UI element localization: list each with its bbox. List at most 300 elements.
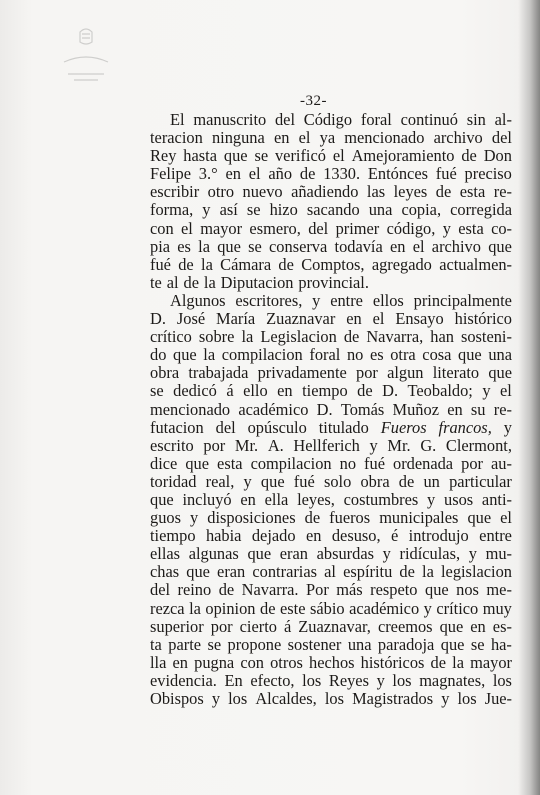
word: ella [264,489,289,509]
word: se [470,634,485,654]
word: con [240,652,264,672]
word: que [260,471,285,491]
word: los [324,689,344,708]
word: en [346,309,362,329]
word: el [500,381,512,401]
word: Reyes [328,670,369,690]
text-line [150,473,512,491]
word: sacando [306,200,360,220]
word: otra [390,345,416,365]
word: Zuaznavar, [298,616,371,636]
word: del [274,110,296,129]
word: dejado [251,526,296,546]
word: de [357,381,373,401]
word: absurdas [316,544,374,564]
text-line [150,581,512,599]
word: disposiciones [207,508,296,528]
word: En [224,670,243,690]
word: fué [435,164,457,184]
text-line [150,527,512,545]
word: otros [270,652,303,672]
word: Jue- [484,689,512,708]
word: Tomás [340,399,385,419]
word: hechos [309,652,355,672]
word: pia [150,236,171,256]
word: así [219,200,238,220]
word: municipales [379,508,459,528]
word: añadiendo [291,182,359,202]
word: evidencia. [150,670,217,690]
word: Muñoz [392,399,439,419]
text-line [150,636,512,654]
library-stamp-icon [56,22,116,92]
word: D. [382,381,399,401]
word: de [260,598,276,618]
word: foral [309,345,341,365]
word: código, [386,218,436,238]
word: creemos [377,616,433,636]
word: escritores, [235,290,303,310]
word: se [207,634,222,654]
word: trabajada [188,363,249,383]
word: del [308,218,329,238]
word: superior [150,616,204,636]
word: Legislacion [260,327,337,347]
word: que [185,453,210,473]
text-line [150,654,512,672]
word: contrarias [252,562,318,582]
word: fué [364,453,385,473]
word: los [492,670,512,690]
word: el [372,309,385,329]
word: y [503,417,512,437]
word: crítico [436,598,479,618]
word: es- [492,616,512,636]
word: ellas [150,544,181,564]
word: al [324,562,336,582]
word: el [298,128,311,148]
word: Clermont, [445,435,512,455]
word: D. [150,309,166,329]
word: que [488,236,512,256]
word: me- [486,580,512,600]
word: esta [459,182,486,202]
word: ya [319,128,336,148]
text-line [150,455,512,473]
text-line [150,690,512,708]
word: de [430,652,447,672]
word: de [343,327,360,347]
word: reino [177,580,212,600]
word: Entónces [367,164,428,184]
word: foral [360,110,392,129]
word: de [461,146,477,166]
text-line [150,220,512,238]
word: por [203,435,226,455]
word: co- [491,218,512,238]
word: toridad [150,471,197,491]
word: ninguna [211,128,265,148]
word: leyes [393,182,428,202]
word: futacion [150,417,204,437]
word: forma, [150,200,194,220]
word: se [150,381,164,401]
word: Magistrados [352,689,434,708]
word: Navarra, [366,327,424,347]
word: pugna [194,652,235,672]
word: algunas [188,544,239,564]
word: ha- [490,634,512,654]
word: re- [493,399,512,419]
word: Ensayo [395,309,444,329]
word: fueros [329,508,371,528]
word: en [305,526,322,546]
word: académico [349,598,420,618]
word: copia, [401,200,442,220]
word: histórico [454,309,512,329]
word: que [247,544,272,564]
word: D. [316,399,333,419]
word: esta [458,218,484,238]
word: la [203,345,216,365]
word: el [248,164,261,184]
word: Algunos [170,290,226,310]
word: chas [150,562,180,582]
word: que [217,236,241,256]
word: ta [150,634,162,654]
text-line [150,238,512,256]
word: teracion [150,128,203,148]
word: fué [150,254,171,274]
word: que [425,580,449,600]
word: se [246,200,261,220]
word: leyes, [297,489,335,509]
word: es [177,236,191,256]
text-line [150,346,512,364]
word: anti- [481,489,512,509]
word: los [457,689,477,708]
word: A. [267,435,284,455]
text-line [150,165,512,183]
word: nos [456,580,479,600]
text-line [150,545,512,563]
word: y [312,290,321,310]
word: la [198,236,210,256]
word: Fueros [380,417,427,437]
word: El [170,110,185,129]
word: eran [217,562,246,582]
word: titulado [318,417,369,437]
word: y [442,218,451,238]
word: y [369,435,378,455]
word: esmero, [249,218,301,238]
word: de [304,508,321,528]
word: fué [293,471,315,491]
word: á [226,381,234,401]
word: y [423,598,432,618]
word: la [189,598,201,618]
word: dice [150,453,178,473]
word: mencionado [150,399,231,419]
word: académico [238,399,309,419]
word: real, [205,471,235,491]
word: 3.° [198,164,218,184]
word: por [356,363,378,383]
word: en [470,616,486,636]
word: au- [491,453,512,473]
word: María [216,309,256,329]
word: tiempo [302,381,348,401]
word: un [423,471,440,491]
word: y [441,689,450,708]
page-number: -32- [300,93,327,109]
word: es [369,345,384,365]
word: opúsculo [247,417,307,437]
word: el [181,218,193,238]
word: nuevo [242,182,283,202]
word: y [482,381,491,401]
text-line [150,201,512,219]
word: crítico [150,327,192,347]
word: ordenada [393,453,454,473]
word: cosa [422,345,452,365]
word: compilacion [250,453,332,473]
word: año [268,164,293,184]
text-line [150,563,512,581]
word: é [390,526,399,546]
word: del [150,580,171,600]
word: el [332,146,345,166]
word: de [398,471,415,491]
text-line [150,600,512,618]
word: sosteni- [460,327,512,347]
word: una [488,345,512,365]
word: archivo [433,128,483,148]
text-line [150,401,512,419]
word: Amejoramiento [351,146,455,166]
word: efecto, [250,670,295,690]
word: archivo [431,236,481,256]
word: espíritu [343,562,393,582]
word: históricos [360,652,425,672]
word: que [223,146,248,166]
word: sostener [287,634,342,654]
word: los [228,689,248,708]
word: literato [432,363,480,383]
word: una [347,634,372,654]
word: este [279,598,306,618]
word: actualmen- [439,254,512,274]
word: las [366,182,386,202]
word: de [435,182,452,202]
word: y [243,471,252,491]
body-text [150,111,512,708]
word: Mr. [234,435,259,455]
word: que [467,508,492,528]
word: agregado [371,254,432,274]
word: obra [150,363,180,383]
text-line [150,292,512,310]
word: habia [205,526,242,546]
word: del [491,128,512,148]
word: el [412,236,425,256]
page-edge-shadow [518,0,540,795]
word: Comptos, [301,254,365,274]
word: al [166,272,179,292]
word: de [218,580,235,600]
word: solo [323,471,352,491]
word: hasta [183,146,217,166]
word: por [210,616,233,636]
word: entre [479,526,512,546]
word: ello [243,381,268,401]
word: que [173,345,197,365]
word: Felipe [150,164,191,184]
word: conserva [269,236,328,256]
word: el [500,508,512,528]
word: y [382,544,391,564]
word: que [458,345,482,365]
text-line [150,111,512,129]
text-line [150,672,512,690]
word: y [427,489,436,509]
text-line [150,509,512,527]
word: te [150,272,162,292]
word: por [461,453,483,473]
word: principalmente [413,290,512,310]
word: todavía [334,236,383,256]
word: se [248,236,262,256]
word: de [399,562,415,582]
text-line [150,437,512,455]
word: desuso, [331,526,381,546]
word: algun [387,363,424,383]
word: más [336,580,363,600]
word: guos [150,508,181,528]
word: muy [482,598,512,618]
word: costumbres [343,489,419,509]
word: Navarra. [241,580,299,600]
word: usos [444,489,474,509]
word: compilacion [221,345,303,365]
word: corregida [450,200,512,220]
word: propone [227,634,282,654]
word: en [447,399,463,419]
word: Diputacion [220,272,294,292]
word: mayor [470,652,512,672]
word: en [277,381,293,401]
word: los [392,670,412,690]
word: su [470,399,486,419]
word: tiempo [150,526,196,546]
word: y [190,508,199,528]
word: introdujo [408,526,469,546]
word: G. [420,435,437,455]
word: se [254,146,269,166]
word: continuó [400,110,458,129]
word: José [176,309,206,329]
word: no [346,345,364,365]
text-line [150,147,512,165]
word: provincial. [298,272,369,292]
word: y [211,689,221,708]
word: dedicó [173,381,217,401]
word: no [339,453,357,473]
word: Por [306,580,329,600]
word: parte [168,634,202,654]
word: sin [466,110,486,129]
word: en [390,236,406,256]
word: primer [335,218,380,238]
word: que [440,634,465,654]
word: preciso [464,164,512,184]
word: en [240,489,256,509]
word: la [201,254,213,274]
word: han [430,327,454,347]
word: manuscrito [193,110,267,129]
word: en [225,164,241,184]
text-line [150,183,512,201]
word: Rey [150,146,177,166]
word: de [183,272,199,292]
word: re- [493,182,512,202]
word: mencionado [344,128,425,148]
word: la [241,327,254,347]
word: Don [483,146,512,166]
word: do [150,345,167,365]
text-line [150,129,512,147]
word: ridículas, [399,544,461,564]
word: mayor [200,218,243,238]
word: Mr. [387,435,411,455]
text-line [150,274,512,292]
word: la [452,652,464,672]
word: lla [150,652,167,672]
word: Zuaznavar [266,309,336,329]
word: sábio [309,598,345,618]
word: al- [494,110,512,129]
word: esta [217,453,243,473]
word: Alcaldes, [255,689,317,708]
word: y [376,670,385,690]
word: incluyó [182,489,232,509]
word: escrito [150,435,194,455]
word: opinion [205,598,256,618]
word: magnates, [419,670,486,690]
word: en [172,652,188,672]
text-line [150,364,512,382]
word: ellos [372,290,404,310]
word: paradoja [377,634,435,654]
word: y [202,200,211,220]
word: del [215,417,236,437]
word: de [178,254,194,274]
word: que [186,562,210,582]
text-line [150,310,512,328]
word: á [283,616,292,636]
word: Teobaldo; [407,381,473,401]
word: 1330. [323,164,361,184]
word: rezca [150,598,185,618]
word: hizo [269,200,298,220]
text-line [150,419,512,437]
word: otro [207,182,235,202]
word: Código [303,110,353,129]
text-line [150,491,512,509]
word: los [302,670,322,690]
word: mu- [485,544,512,564]
word: en [273,128,290,148]
